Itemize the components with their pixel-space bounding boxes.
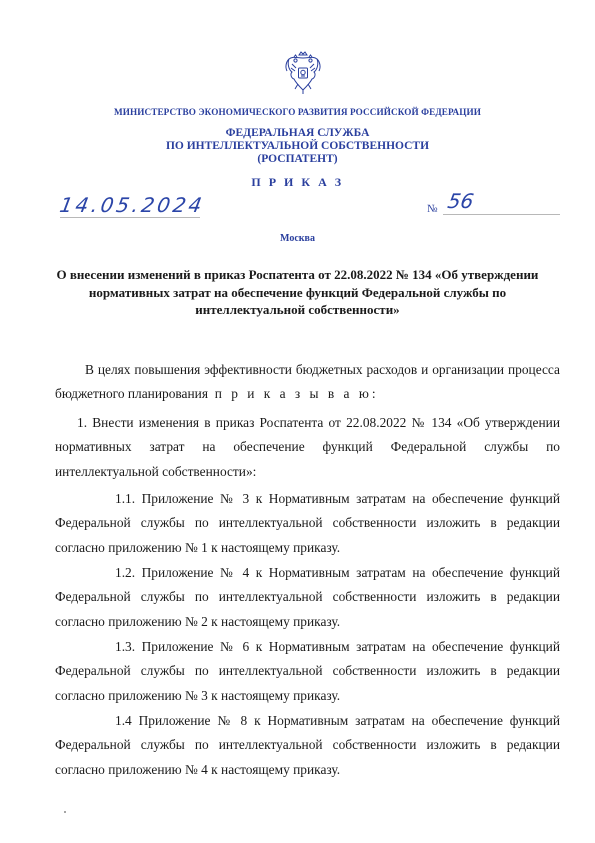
service-name [0,127,595,166]
scan-dot [64,811,66,813]
intro-text: В целях повышения эффективности бюджетных расходов и организации процесса бюджетного планирования [55,362,560,402]
service-name-line: ФЕДЕРАЛЬНАЯ СЛУЖБА [225,127,370,139]
coat-of-arms-icon [283,50,323,96]
order-date: 14.05.2024 [57,193,207,217]
intro-paragraph [55,358,560,407]
date-underline [60,217,200,218]
item-1-paragraph: 1. Внести изменения в приказ Роспатента от 22.08.2022 № 134 «Об утверждении нормативных затрат на обеспечение функций Федеральной службы по интеллектуальной собственности»: [55,415,560,479]
order-title: П Р И К А З [251,175,344,189]
item-1-3-paragraph: 1.3. Приложение № 6 к Нормативным затратам на обеспечение функций Федеральной службы по интеллектуальной собственности изложить в редакции согласно приложению № 3 к настоящему приказу. [55,639,560,703]
city: Москва [280,233,315,244]
item-1-1-paragraph: 1.1. Приложение № 3 к Нормативным затратам на обеспечение функций Федеральной службы по интеллектуальной собственности изложить в редакции согласно приложению № 1 к настоящему приказу. [55,491,560,555]
number-underline [443,214,560,215]
service-name-line: ПО ИНТЕЛЛЕКТУАЛЬНОЙ СОБСТВЕННОСТИ [165,140,430,152]
order-number-label: № [427,203,438,215]
ministry-name: МИНИСТЕРСТВО ЭКОНОМИЧЕСКОГО РАЗВИТИЯ РОССИЙСКОЙ ФЕДЕРАЦИИ [113,107,481,117]
item-1-2-paragraph: 1.2. Приложение № 4 к Нормативным затратам на обеспечение функций Федеральной службы по интеллектуальной собственности изложить в редакции согласно приложению № 2 к настоящему приказу. [55,565,560,629]
item-1-4-paragraph: 1.4 Приложение № 8 к Нормативным затратам на обеспечение функций Федеральной службы по интеллектуальной собственности изложить в редакции согласно приложению № 4 к настоящему приказу. [55,713,560,777]
intro-verb: п р и к а з ы в а ю: [214,386,379,402]
order-number: 56 [445,189,476,213]
document-heading: О внесении изменений в приказ Роспатента от 22.08.2022 № 134 «Об утверждении нормативных затрат на обеспечение функций Федеральной службы по интеллектуальной собственности» [56,267,539,317]
service-name-line: (РОСПАТЕНТ) [257,153,338,165]
